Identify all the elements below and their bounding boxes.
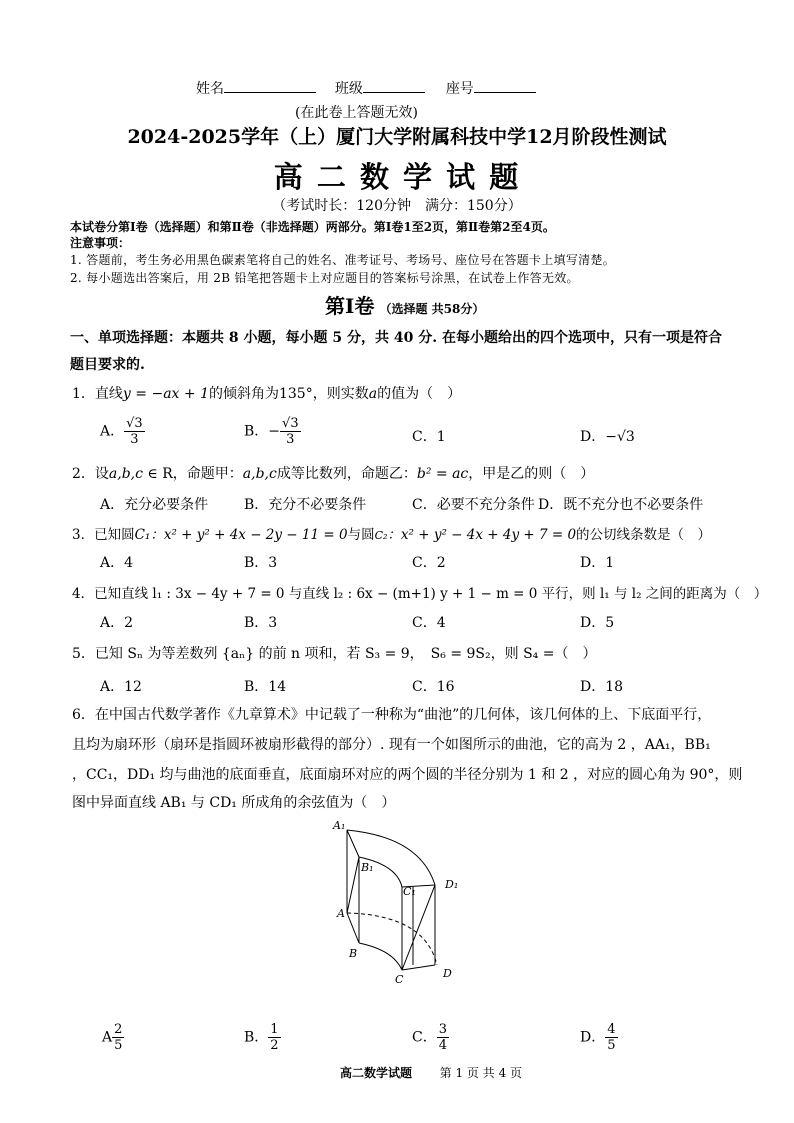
q1-option-d[interactable]: D．−√3 [580,429,635,445]
edge-a1-b1 [347,830,359,857]
q6-option-a[interactable]: A $\frac{2}{5}$ [102,1022,123,1053]
question-6-line3: ，CC₁，DD₁ 均与曲池的底面垂直，底面扇环对应的两个圆的半径分别为 1 和 2 ，对应的圆心角为 90°，则 [72,767,743,783]
q3-option-c[interactable]: C．2 [412,555,446,571]
q4-option-a[interactable]: A．2 [100,615,134,631]
section-heading-line1: 一、单项选择题：本题共 8 小题，每小题 5 分，共 40 分. 在每小题给出的四个选项中，只有一项是符合 [70,330,722,346]
part-title [325,290,484,319]
name-label: 姓名 [196,81,224,97]
part-subtitle: （选择题 共58分） [379,302,485,316]
question-2: 2．设a,b,c ∈ R，命题甲：a,b,c成等比数列，命题乙：b² = ac，甲是乙的则（ ） [72,466,595,482]
label-c1: C₁ [403,885,416,898]
q4-option-b[interactable]: B．3 [244,615,278,631]
label-b1: B₁ [361,861,374,874]
q4-option-c[interactable]: C．4 [412,615,446,631]
name-blank[interactable] [224,78,316,93]
q5-option-a[interactable]: A．12 [100,679,142,695]
curved-pool-figure [325,815,475,985]
notice-item-2: 2. 每小题选出答案后，用 2B 铅笔把答题卡上对应题目的答案标号涂黑，在试卷上作答无效。 [70,271,579,285]
page-footer [340,1064,522,1081]
q2-option-b[interactable]: B．充分不必要条件 [244,497,367,513]
q3-option-a[interactable]: A．4 [100,555,134,571]
edge-c-d [402,965,435,970]
q5-option-c[interactable]: C．16 [412,679,455,695]
part-label: 第Ⅰ卷 [325,294,375,318]
q1-option-a[interactable]: A． $\frac{√3}{3}$ [100,416,143,447]
seat-blank[interactable] [474,78,536,93]
label-d: D [443,967,452,980]
q6-option-c[interactable]: C． $\frac{3}{4}$ [412,1022,447,1053]
question-3: 3．已知圆C₁：x² + y² + 4x − 2y − 11 = 0与圆C₂：x² + y² − 4x + 4y + 7 = 0的公切线条数是（ ） [72,527,712,543]
question-6-line1: 6．在中国古代数学著作《九章算术》中记载了一种称为“曲池”的几何体，该几何体的上、下底面平行， [72,707,712,723]
q1-option-c[interactable]: C．1 [412,429,446,445]
question-6-line2: 且均为扇环形（扇环是指圆环被扇形截得的部分）. 现有一个如图所示的曲池，它的高为 2 ，AA₁，BB₁ [72,737,711,753]
q3-option-d[interactable]: D．1 [580,555,615,571]
bottom-inner-arc [359,943,402,970]
q4-option-d[interactable]: D．5 [580,615,615,631]
time-info: （考试时长：120分钟 满分：150分） [272,198,522,214]
subject-title: 高 二 数 学 试 题 [273,160,521,194]
q1-option-b[interactable]: B．− $\frac{√3}{3}$ [244,416,299,447]
q6-option-d[interactable]: D． $\frac{4}{5}$ [580,1022,616,1053]
label-a: A [337,907,345,920]
label-d1: D₁ [445,878,459,891]
footer-page-number: 第 1 页 共 4 页 [439,1066,523,1080]
student-info-line [196,78,536,98]
q6-option-b[interactable]: B． $\frac{1}{2}$ [244,1022,279,1053]
question-4: 4．已知直线 l₁ : 3x − 4y + 7 = 0 与直线 l₂ : 6x − (m+1) y + 1 − m = 0 平行，则 l₁ 与 l₂ 之间的距离为（ ） [72,586,768,602]
notice-item-1: 1. 答题前，考生务必用黑色碳素笔将自己的姓名、准考证号、考场号、座位号在答题卡上填写清楚。 [70,253,616,267]
notice-title: 注意事项： [70,236,131,250]
paper-structure: 本试卷分第Ⅰ卷（选择题）和第Ⅱ卷（非选择题）两部分。第Ⅰ卷1至2页，第Ⅱ卷第2至4页。 [70,220,555,234]
q5-option-b[interactable]: B．14 [244,679,287,695]
footer-subject: 高二数学试题 [340,1066,413,1080]
class-label: 班级 [334,81,363,97]
q2-option-c[interactable]: C．必要不充分条件 [412,497,535,513]
exam-title: 2024-2025学年（上）厦门大学附属科技中学12月阶段性测试 [127,126,667,148]
edge-a-b [347,913,359,943]
label-c: C [395,973,404,985]
label-b: B [349,947,358,960]
label-a1: A₁ [333,819,346,832]
q2-option-d[interactable]: D．既不充分也不必要条件 [538,497,704,513]
segment-a-b1 [347,857,359,913]
invalid-note: (在此卷上答题无效) [295,105,418,121]
section-heading-line2: 题目要求的. [70,357,145,373]
q2-option-a[interactable]: A．充分必要条件 [100,497,209,513]
q3-option-b[interactable]: B．3 [244,555,278,571]
seat-label: 座号 [445,81,474,97]
question-6-line4: 图中异面直线 AB₁ 与 CD₁ 所成角的余弦值为（ ） [72,795,396,811]
q5-option-d[interactable]: D．18 [580,679,624,695]
class-blank[interactable] [363,78,425,93]
question-5: 5．已知 Sₙ 为等差数列 {aₙ} 的前 n 项和，若 S₃ = 9， S₆ = 9S₂，则 S₄ =（ ） [72,646,597,662]
question-1: 1．直线y = −ax + 1的倾斜角为135°，则实数a的值为（ ） [72,386,462,402]
